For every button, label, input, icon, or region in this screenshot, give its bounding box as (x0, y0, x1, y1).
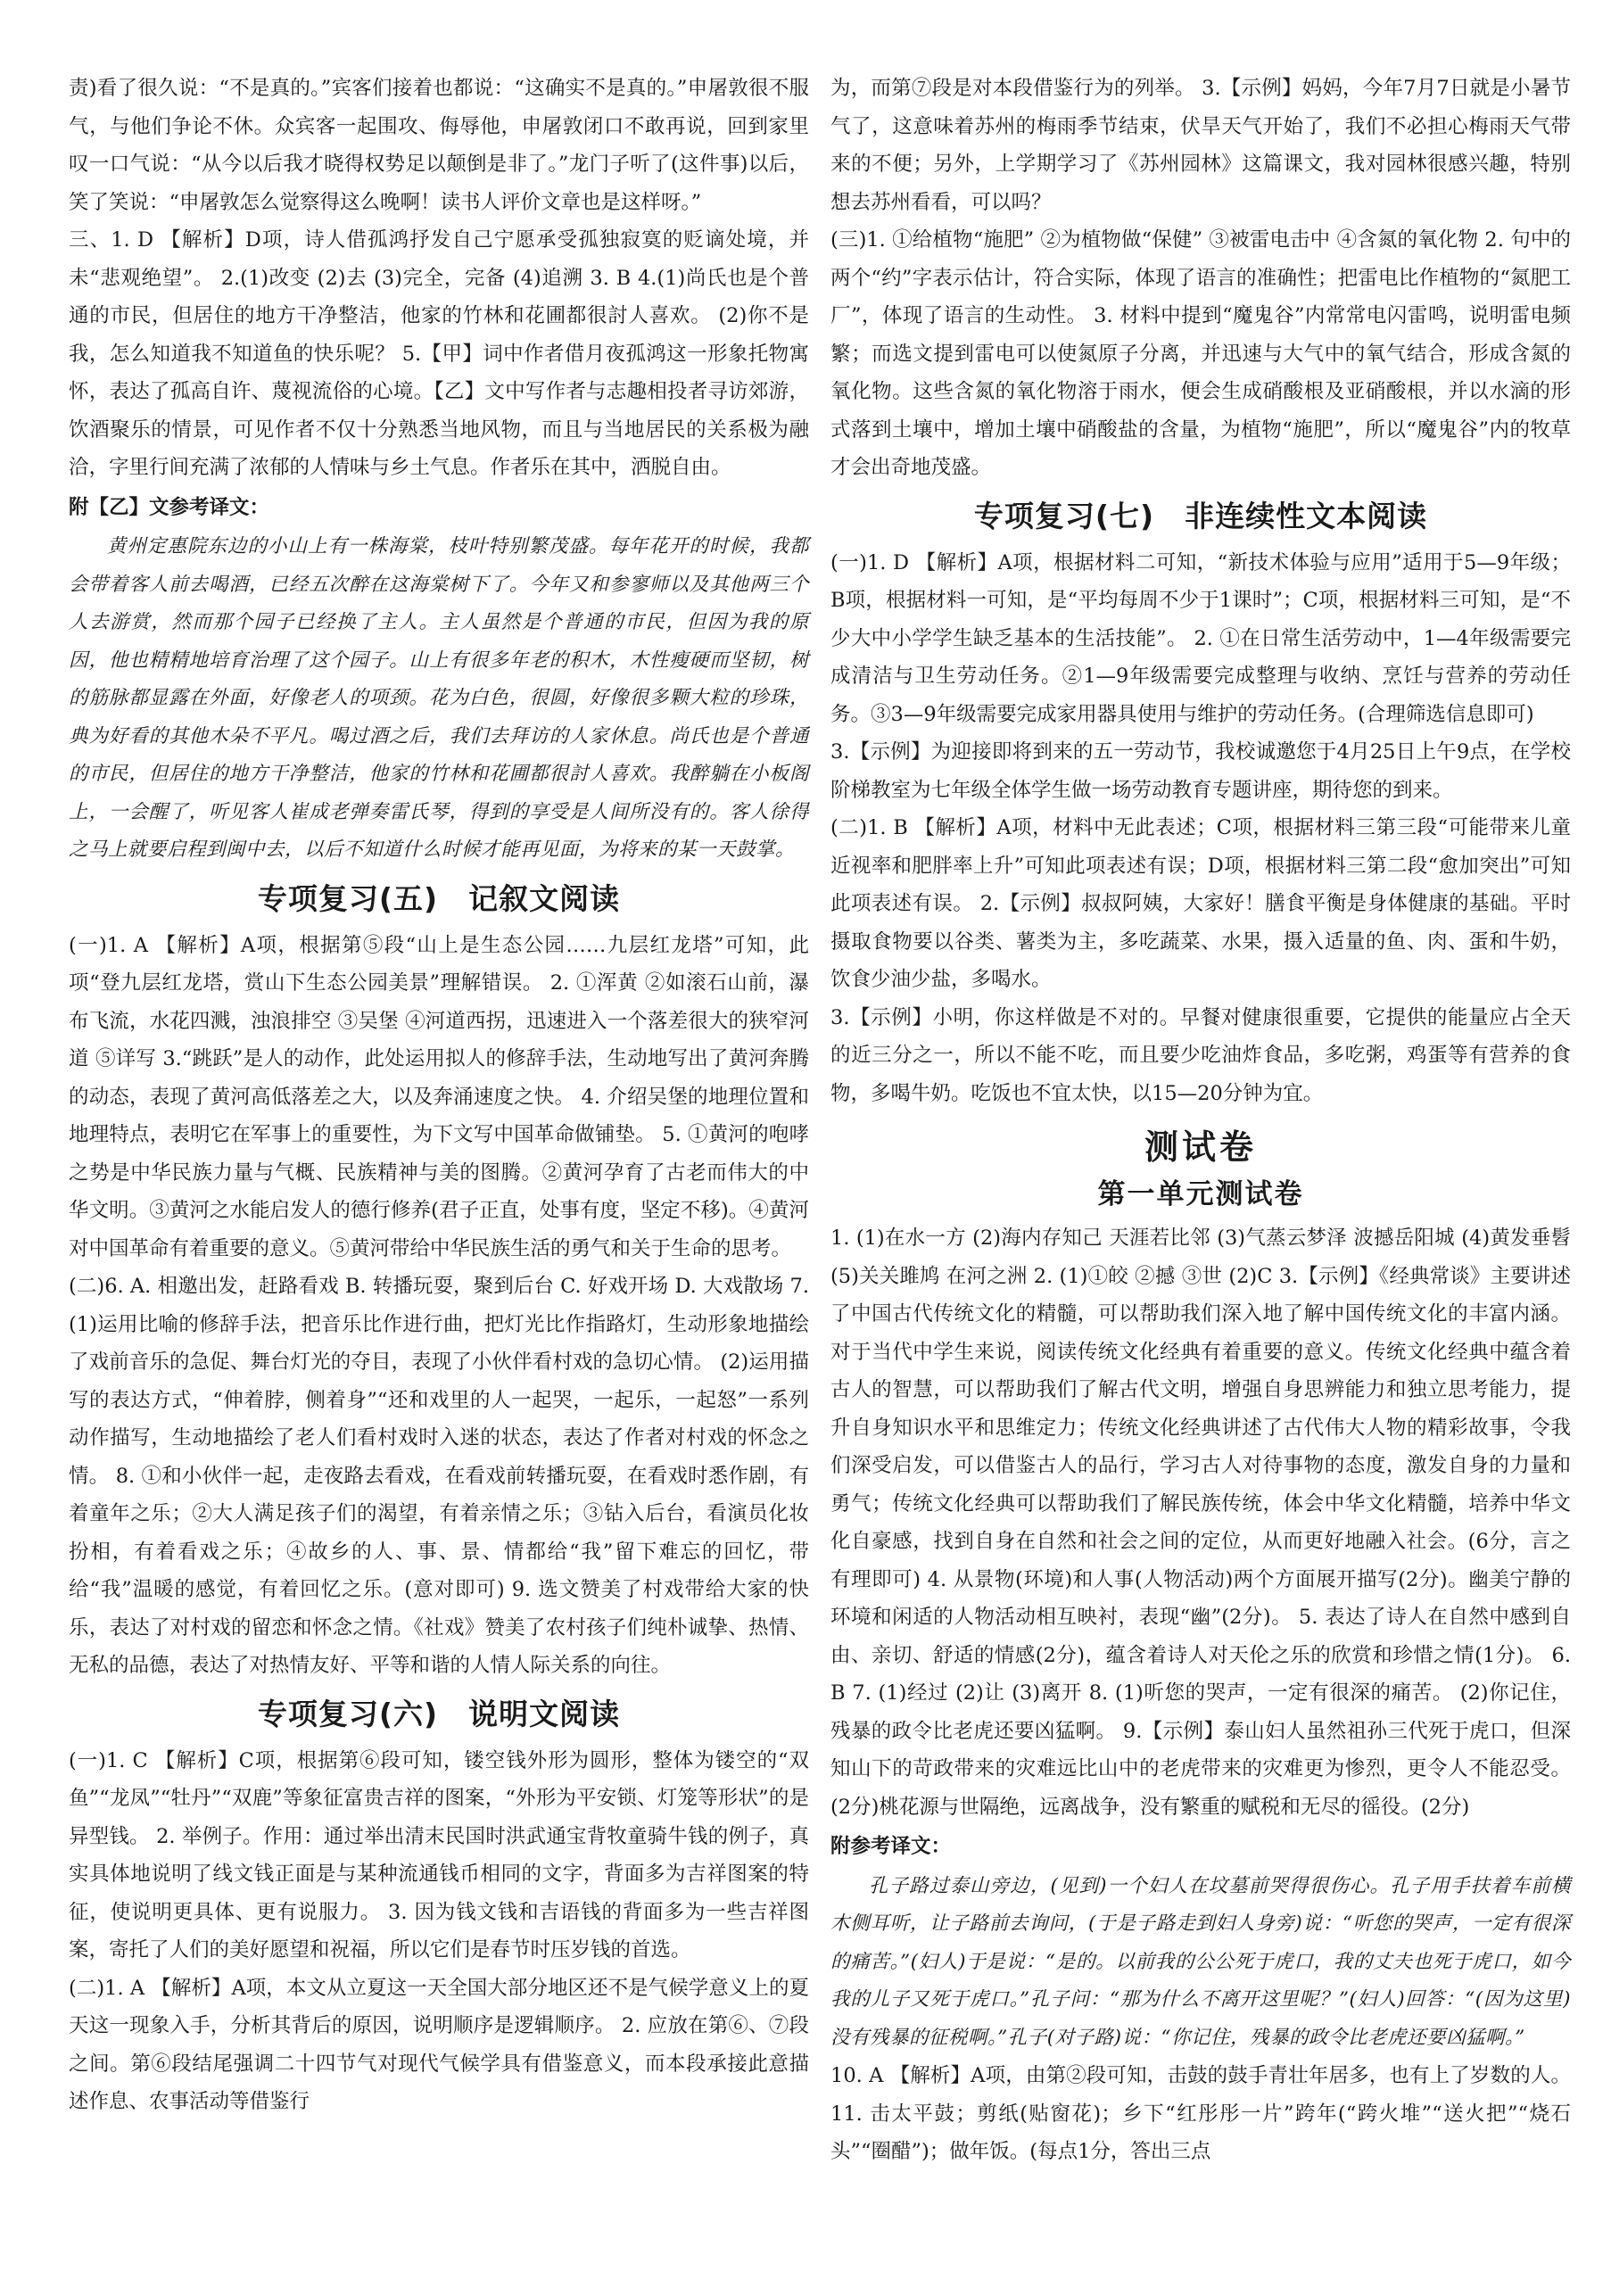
reference-translation-text: 黄州定惠院东边的小山上有一株海棠，枝叶特别繁茂盛。每年花开的时候，我都会带着客人前去喝酒，已经五次醉在这海棠树下了。今年又和参寥师以及其他两三个人去游赏，然而那个园子已经换了主人。主人虽然是个普通的市民，但因为我的原因，他也精精地培育治理了这个园子。山上有很多年老的积木，木性瘦硬而坚韧，树的筋脉都显露在外面，好像老人的项颈。花为白色，很圆，好像很多颗大粒的珍珠，典为好看的其他木朵不平凡。喝过酒之后，我们去拜访的人家休息。尚氏也是个普通的市民，但居住的地方干净整洁，他家的竹林和花圃都很討人喜欢。我醉躺在小板阁上，一会醒了，听见客人崔成老弹奏雷氏琴，得到的享受是人间所没有的。客人徐得之马上就要启程到闽中去，以后不知道什么时候才能再见面，为将来的某一天鼓掌。 (69, 535, 809, 861)
section-3-answers: 三、1. D 【解析】D项，诗人借孤鸿抒发自己宁愿承受孤独寂寞的贬谪处境，并未“悲观绝望”。 2.(1)改变 (2)去 (3)完全，完备 (4)追溯 3. B 4.(1)尚氏也是个普通的市民，但居住的地方干净整洁，他家的竹林和花圃都很討人喜欢。 (2)你不是我，怎么知道我不知道鱼的快乐呢？ 5.【甲】词中作者借月夜孤鸿这一形象托物寓怀，表达了孤高自许、蔑视流俗的心境。【乙】文中写作者与志趣相投者寻访郊游，饮酒聚乐的情景，可见作者不仅十分熟悉当地风物，而且与当地居民的关系极为融洽，字里行间充满了浓郁的人情味与乡土气息。作者乐在其中，洒脱自由。 (69, 228, 809, 479)
review-7-part-2: (二)1. B 【解析】A项，材料中无此表述；C项，根据材料三第三段“可能带来儿童近视率和肥胖率上升”可知此项表述有误；D项，根据材料三第二段“愈加突出”可知此项表述有误。 2.【示例】叔叔阿姨，大家好！膳食平衡是身体健康的基础。平时摄取食物要以谷类、薯类为主，多吃蔬菜、水果，摄入适量的鱼、肉、蛋和牛奶，饮食少油少盐，多喝水。 (830, 816, 1571, 991)
review-6-part-2-cont: 为，而第⑦段是对本段借鉴行为的列举。 3.【示例】妈妈，今年7月7日就是小暑节气了，这意味着苏州的梅雨季节结束，伏旱天气开始了，我们不必担心梅雨天气带来的不便；另外，上学期学习了《苏州园林》这篇课文，我对园林很感兴趣，特别想去苏州看看，可以吗？ (830, 77, 1571, 214)
review-7-example-1: 3.【示例】为迎接即将到来的五一劳动节，我校诚邀您于4月25日上午9点，在学校阶梯教室为七年级全体学生做一场劳动教育专题讲座，期待您的到来。 (830, 740, 1571, 802)
unit-1-test-answers: 1. (1)在水一方 (2)海内存知己 天涯若比邻 (3)气蒸云梦泽 波撼岳阳城 (4)黄发垂髫 (5)关关雎鸠 在河之洲 2. (1)①皎 ②撼 ③世 (2)C 3.【示例】《经典常谈》主要讲述了中国古代传统文化的精髓，可以帮助我们深入地了解中国传统文化的丰富内涵。对于当代中学生来说，阅读传统文化经典有着重要的意义。传统文化经典中蕴含着古人的智慧，可以帮助我们了解古代文明，增强自身思辨能力和独立思考能力，提升自身知识水平和思维定力；传统文化经典讲述了古代伟大人物的精彩故事，令我们深受启发，可以借鉴古人的品行，学习古人对待事物的态度，激发自身的力量和勇气；传统文化经典可以帮助我们了解民族传统，体会中华文化精髓，培养中华文化自豪感，找到自身在自然和社会之间的定位，从而更好地融入社会。(6分，言之有理即可) 4. 从景物(环境)和人事(人物活动)两个方面展开描写(2分)。幽美宁静的环境和闲适的人物活动相互映衬，表现“幽”(2分)。 5. 表达了诗人在自然中感到自由、亲切、舒适的情感(2分)，蕴含着诗人对天伦之乐的欣赏和珍惜之情(1分)。 6. B 7. (1)经过 (2)让 (3)离开 8. (1)听您的哭声，一定有很深的痛苦。 (2)你记住，残暴的政令比老虎还要凶猛啊。 9.【示例】泰山妇人虽然祖孙三代死于虎口，但深知山下的苛政带来的灾难远比山中的老虎带来的灾难更为惨烈，更令人不能忍受。(2分)桃花源与世隔绝，远离战争，没有繁重的赋税和无尽的徭役。(2分) (830, 1226, 1571, 1819)
review-7-part-1: (一)1. D 【解析】A项，根据材料二可知，“新技术体验与应用”适用于5—9年级；B项，根据材料一可知，是“平均每周不少于1课时”；C项，根据材料三可知，是“不少大中小学学生缺乏基本的生活技能”。 2. ①在日常生活劳动中，1—4年级需要完成清洁与卫生劳动任务。②1—9年级需要完成整理与收纳、烹饪与营养的劳动任务。③3—9年级需要完成家用器具使用与维护的劳动任务。(合理筛选信息即可) (830, 550, 1571, 726)
review-6-part-2: (二)1. A 【解析】A项，本文从立夏这一天全国大部分地区还不是气候学意义上的夏天这一现象入手，分析其背后的原因，说明顺序是逻辑顺序。 2. 应放在第⑥、⑦段之间。第⑥段结尾强调二十四节气对现代气候学具有借鉴意义，而本段承接此意描述作息、农事活动等借鉴行 (69, 1976, 809, 2113)
section-title-review-5: 专项复习(五) 记叙文阅读 (257, 880, 621, 916)
story-translation-end: 责)看了很久说：“不是真的。”宾客们接着也都说：“这确实不是真的。”申屠敦很不服气，与他们争论不休。众宾客一起围攻、侮辱他，申屠敦闭口不敢再说，回到家里叹一口气说：“从今以后我才晓得权势足以颠倒是非了。”龙门子听了(这件事)以后，笑了笑说：“申屠敦怎么觉察得这么晚啊！读书人评价文章也是这样呀。” (69, 77, 809, 214)
reference-translation-label-2: 附参考译文： (830, 1835, 952, 1858)
right-column (830, 70, 1571, 2171)
review-7-example-2: 3.【示例】小明，你这样做是不对的。早餐对健康很重要，它提供的能量应占全天的近三分之一，所以不能不吃，而且要少吃油炸食品，多吃粥，鸡蛋等有营养的食物，多喝牛奶。吃饭也不宜太快，以15—20分钟为宜。 (830, 1005, 1571, 1105)
section-title-review-7: 专项复习(七) 非连续性文本阅读 (973, 498, 1428, 533)
left-column (69, 70, 809, 2121)
section-title-review-6: 专项复习(六) 说明文阅读 (257, 1696, 621, 1731)
review-6-part-3: (三)1. ①给植物“施肥” ②为植物做“保健” ③被雷电击中 ④含氮的氧化物 2. 句中的两个“约”字表示估计，符合实际，体现了语言的准确性；把雷电比作植物的“氮肥工厂”，体现了语言的生动性。 3. 材料中提到“魔鬼谷”内常常电闪雷鸣，说明雷电频繁；而选文提到雷电可以使氮原子分离，并迅速与大气中的氧气结合，形成含氮的氧化物。这些含氮的氧化物溶于雨水，便会生成硝酸根及亚硝酸根，并以水滴的形式落到土壤中，增加土壤中硝酸盐的含量，为植物“施肥”，所以“魔鬼谷”内的牧草才会出奇地茂盛。 (830, 228, 1571, 479)
review-6-part-1: (一)1. C 【解析】C项，根据第⑥段可知，镂空钱外形为圆形，整体为镂空的“双鱼”“龙凤”“牡丹”“双鹿”等象征富贵吉祥的图案，“外形为平安锁、灯笼等形状”的是异型钱。 2. 举例子。作用：通过举出清末民国时洪武通宝背牧童骑牛钱的例子，真实具体地说明了线文钱正面是与某种流通钱币相同的文字，背面多为吉祥图案的特征，使说明更具体、更有说服力。 3. 因为钱文钱和吉语钱的背面多为一些吉祥图案，寄托了人们的美好愿望和祝福，所以它们是春节时压岁钱的首选。 (69, 1748, 809, 1962)
unit-1-test-answers-cont: 10. A 【解析】A项，由第②段可知，击鼓的鼓手青壮年居多，也有上了岁数的人。 11. 击太平鼓；剪纸(贴窗花)；乡下“红彤彤一片”跨年(“跨火堆”“送火把”“烧石头”“圈醋”)；做年饭。(每点1分，答出三点 (830, 2064, 1571, 2163)
test-paper-title: 测试卷 (1144, 1127, 1257, 1167)
reference-translation-label: 附【乙】文参考译文： (69, 495, 270, 519)
unit-1-test-title: 第一单元测试卷 (1097, 1178, 1304, 1210)
reference-translation-text-2: 孔子路过泰山旁边，(见到)一个妇人在坟墓前哭得很伤心。孔子用手扶着车前横木侧耳听，让子路前去询问，(于是子路走到妇人身旁)说：“听您的哭声，一定有很深的痛苦。”(妇人)于是说：“是的。以前我的公公死于虎口，我的丈夫也死于虎口，如今我的儿子又死于虎口。”孔子问：“那为什么不离开这里呢？”(妇人)回答：“(因为这里)没有残暴的征税啊。”孔子(对子路)说：“你记住，残暴的政令比老虎还要凶猛啊。” (830, 1874, 1571, 2049)
review-5-part-2: (二)6. A. 相邀出发，赶路看戏 B. 转播玩耍，聚到后台 C. 好戏开场 D. 大戏散场 7. (1)运用比喻的修辞手法，把音乐比作进行曲，把灯光比作指路灯，生动形象地描绘了戏前音乐的急促、舞台灯光的夺目，表现了小伙伴看村戏的急切心情。 (2)运用描写的表达方式，“伸着脖，侧着身”“还和戏里的人一起哭，一起乐，一起怒”一系列动作描写，生动地描绘了老人们看村戏时入迷的状态，表达了作者对村戏的怀念之情。 8. ①和小伙伴一起，走夜路去看戏，在看戏前转播玩耍，在看戏时悉作剧，有着童年之乐；②大人满足孩子们的渴望，有着亲情之乐；③钻入后台，看演员化妆扮相，有着看戏之乐；④故乡的人、事、景、情都给“我”留下难忘的回忆，带给“我”温暖的感觉，有着回忆之乐。(意对即可) 9. 选文赞美了村戏带给大家的快乐，表达了对村戏的留恋和怀念之情。《社戏》赞美了农村孩子们纯朴诚挚、热情、无私的品德，表达了对热情友好、平等和谐的人情人际关系的向往。 (69, 1275, 809, 1677)
review-5-part-1: (一)1. A 【解析】A项，根据第⑤段“山上是生态公园……九层红龙塔”可知，此项“登九层红龙塔，赏山下生态公园美景”理解错误。 2. ①浑黄 ②如滚石山前，瀑布飞流，水花四溅，浊浪排空 ③吴堡 ④河道西拐，迅速进入一个落差很大的狭窄河道 ⑤详写 3.“跳跃”是人的动作，此处运用拟人的修辞手法，生动地写出了黄河奔腾的动态，表现了黄河高低落差之大，以及奔涌速度之快。 4. 介绍吴堡的地理位置和地理特点，表明它在军事上的重要性，为下文写中国革命做铺垫。 5. ①黄河的咆哮之势是中华民族力量与气概、民族精神与美的图腾。②黄河孕育了古老而伟大的中华文明。③黄河之水能启发人的德行修养(君子正直，处事有度，坚定不移)。④黄河对中国革命有着重要的意义。⑤黄河带给中华民族生活的勇气和关于生命的思考。 (69, 933, 809, 1260)
